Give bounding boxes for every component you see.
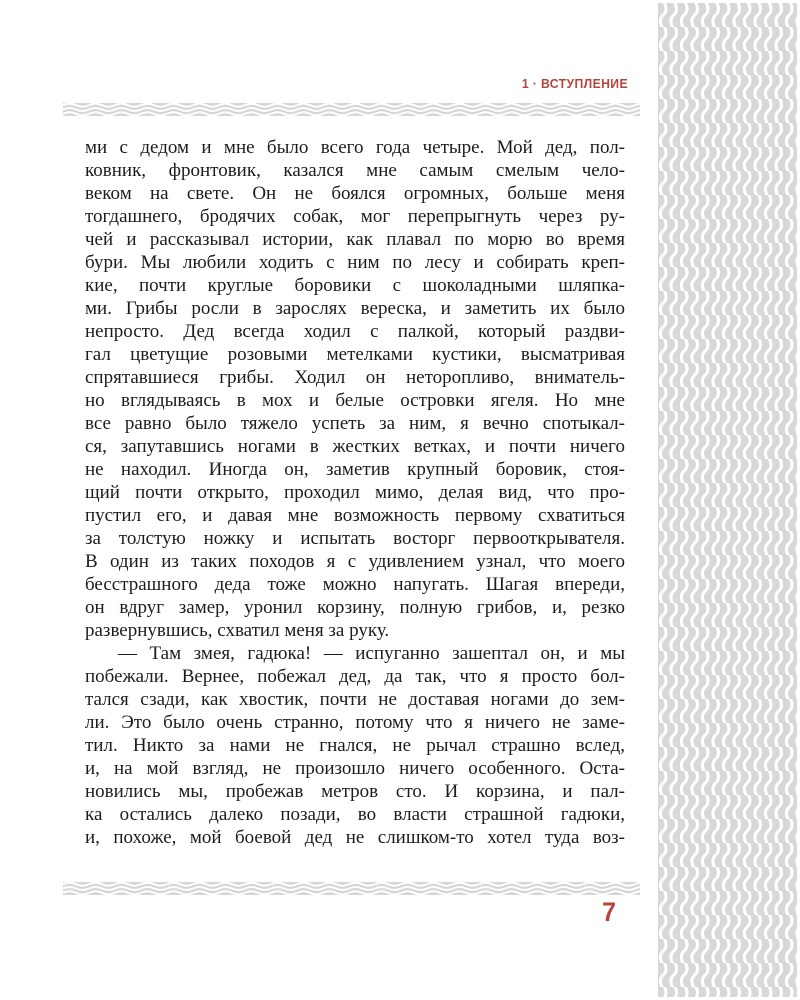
text-line: ми. Грибы росли в зарослях вереска, и заметить их было <box>85 298 625 319</box>
text-line: за толстую ножку и испытать восторг первооткрывателя. <box>85 528 625 549</box>
text-line: побежали. Вернее, побежал дед, да так, что я просто бол- <box>85 666 625 687</box>
body-text <box>85 136 625 849</box>
chapter-header: 1 · ВСТУПЛЕНИЕ <box>521 76 628 91</box>
text-line: тогдашнего, бродячих собак, мог перепрыгнуть через ру- <box>85 206 625 227</box>
text-line: и, на мой взгляд, не произошло ничего особенного. Оста- <box>85 758 625 779</box>
text-line: и, похоже, мой боевой дед не слишком-то хотел туда воз- <box>85 827 625 848</box>
text-line: ковник, фронтовик, казался мне самым смелым чело- <box>85 160 625 181</box>
text-line: щий почти открыто, проходил мимо, делая вид, что про- <box>85 482 625 503</box>
text-line: — Там змея, гадюка! — испуганно зашептал он, и мы <box>118 643 625 664</box>
text-line: ли. Это было очень странно, потому что я ничего не заме- <box>85 712 625 733</box>
text-line: В один из таких походов я с удивлением узнал, что моего <box>85 551 625 572</box>
text-line: пустил его, и давая мне возможность первому схватиться <box>85 505 625 526</box>
text-line: спрятавшиеся грибы. Ходил он неторопливо, вниматель- <box>85 367 625 388</box>
text-line: новились мы, пробежав метров сто. И корзина, и пал- <box>85 781 625 802</box>
text-line: непросто. Дед всегда ходил с палкой, который раздви- <box>85 321 625 342</box>
page-number: 7 <box>602 897 616 927</box>
text-line: гал цветущие розовыми метелками кустики, высматривая <box>85 344 625 365</box>
text-line: развернувшись, схватил меня за руку. <box>85 620 390 641</box>
text-line: не находил. Иногда он, заметив крупный боровик, стоя- <box>85 459 625 480</box>
top-wave-separator <box>63 103 640 116</box>
text-line: бесстрашного деда тоже можно напугать. Шагая впереди, <box>85 574 625 595</box>
text-line: кие, почти круглые боровики с шоколадными шляпка- <box>85 275 625 296</box>
text-line: ся, запутавшись ногами в жестких ветках, и почти ничего <box>85 436 625 457</box>
text-line: ка остались далеко позади, во власти страшной гадюки, <box>85 804 625 825</box>
bottom-wave-separator <box>63 882 640 895</box>
text-line: но вглядываясь в мох и белые островки ягеля. Но мне <box>85 390 625 411</box>
text-line: ми с дедом и мне было всего года четыре. Мой дед, пол- <box>85 137 625 158</box>
text-line: все равно было тяжело успеть за ним, я вечно спотыкал- <box>85 413 625 434</box>
text-line: он вдруг замер, уронил корзину, полную грибов, и, резко <box>85 597 625 618</box>
text-line: тил. Никто за нами не гнался, не рычал страшно вслед, <box>85 735 625 756</box>
text-line: тался сзади, как хвостик, почти не доставая ногами до зем- <box>85 689 625 710</box>
text-line: чей и рассказывал истории, как плавал по морю во время <box>85 229 625 250</box>
text-line: веком на свете. Он не боялся огромных, больше меня <box>85 183 625 204</box>
text-line: бури. Мы любили ходить с ним по лесу и собирать креп- <box>85 252 625 273</box>
page-edge-wave-pattern-icon <box>658 3 797 997</box>
